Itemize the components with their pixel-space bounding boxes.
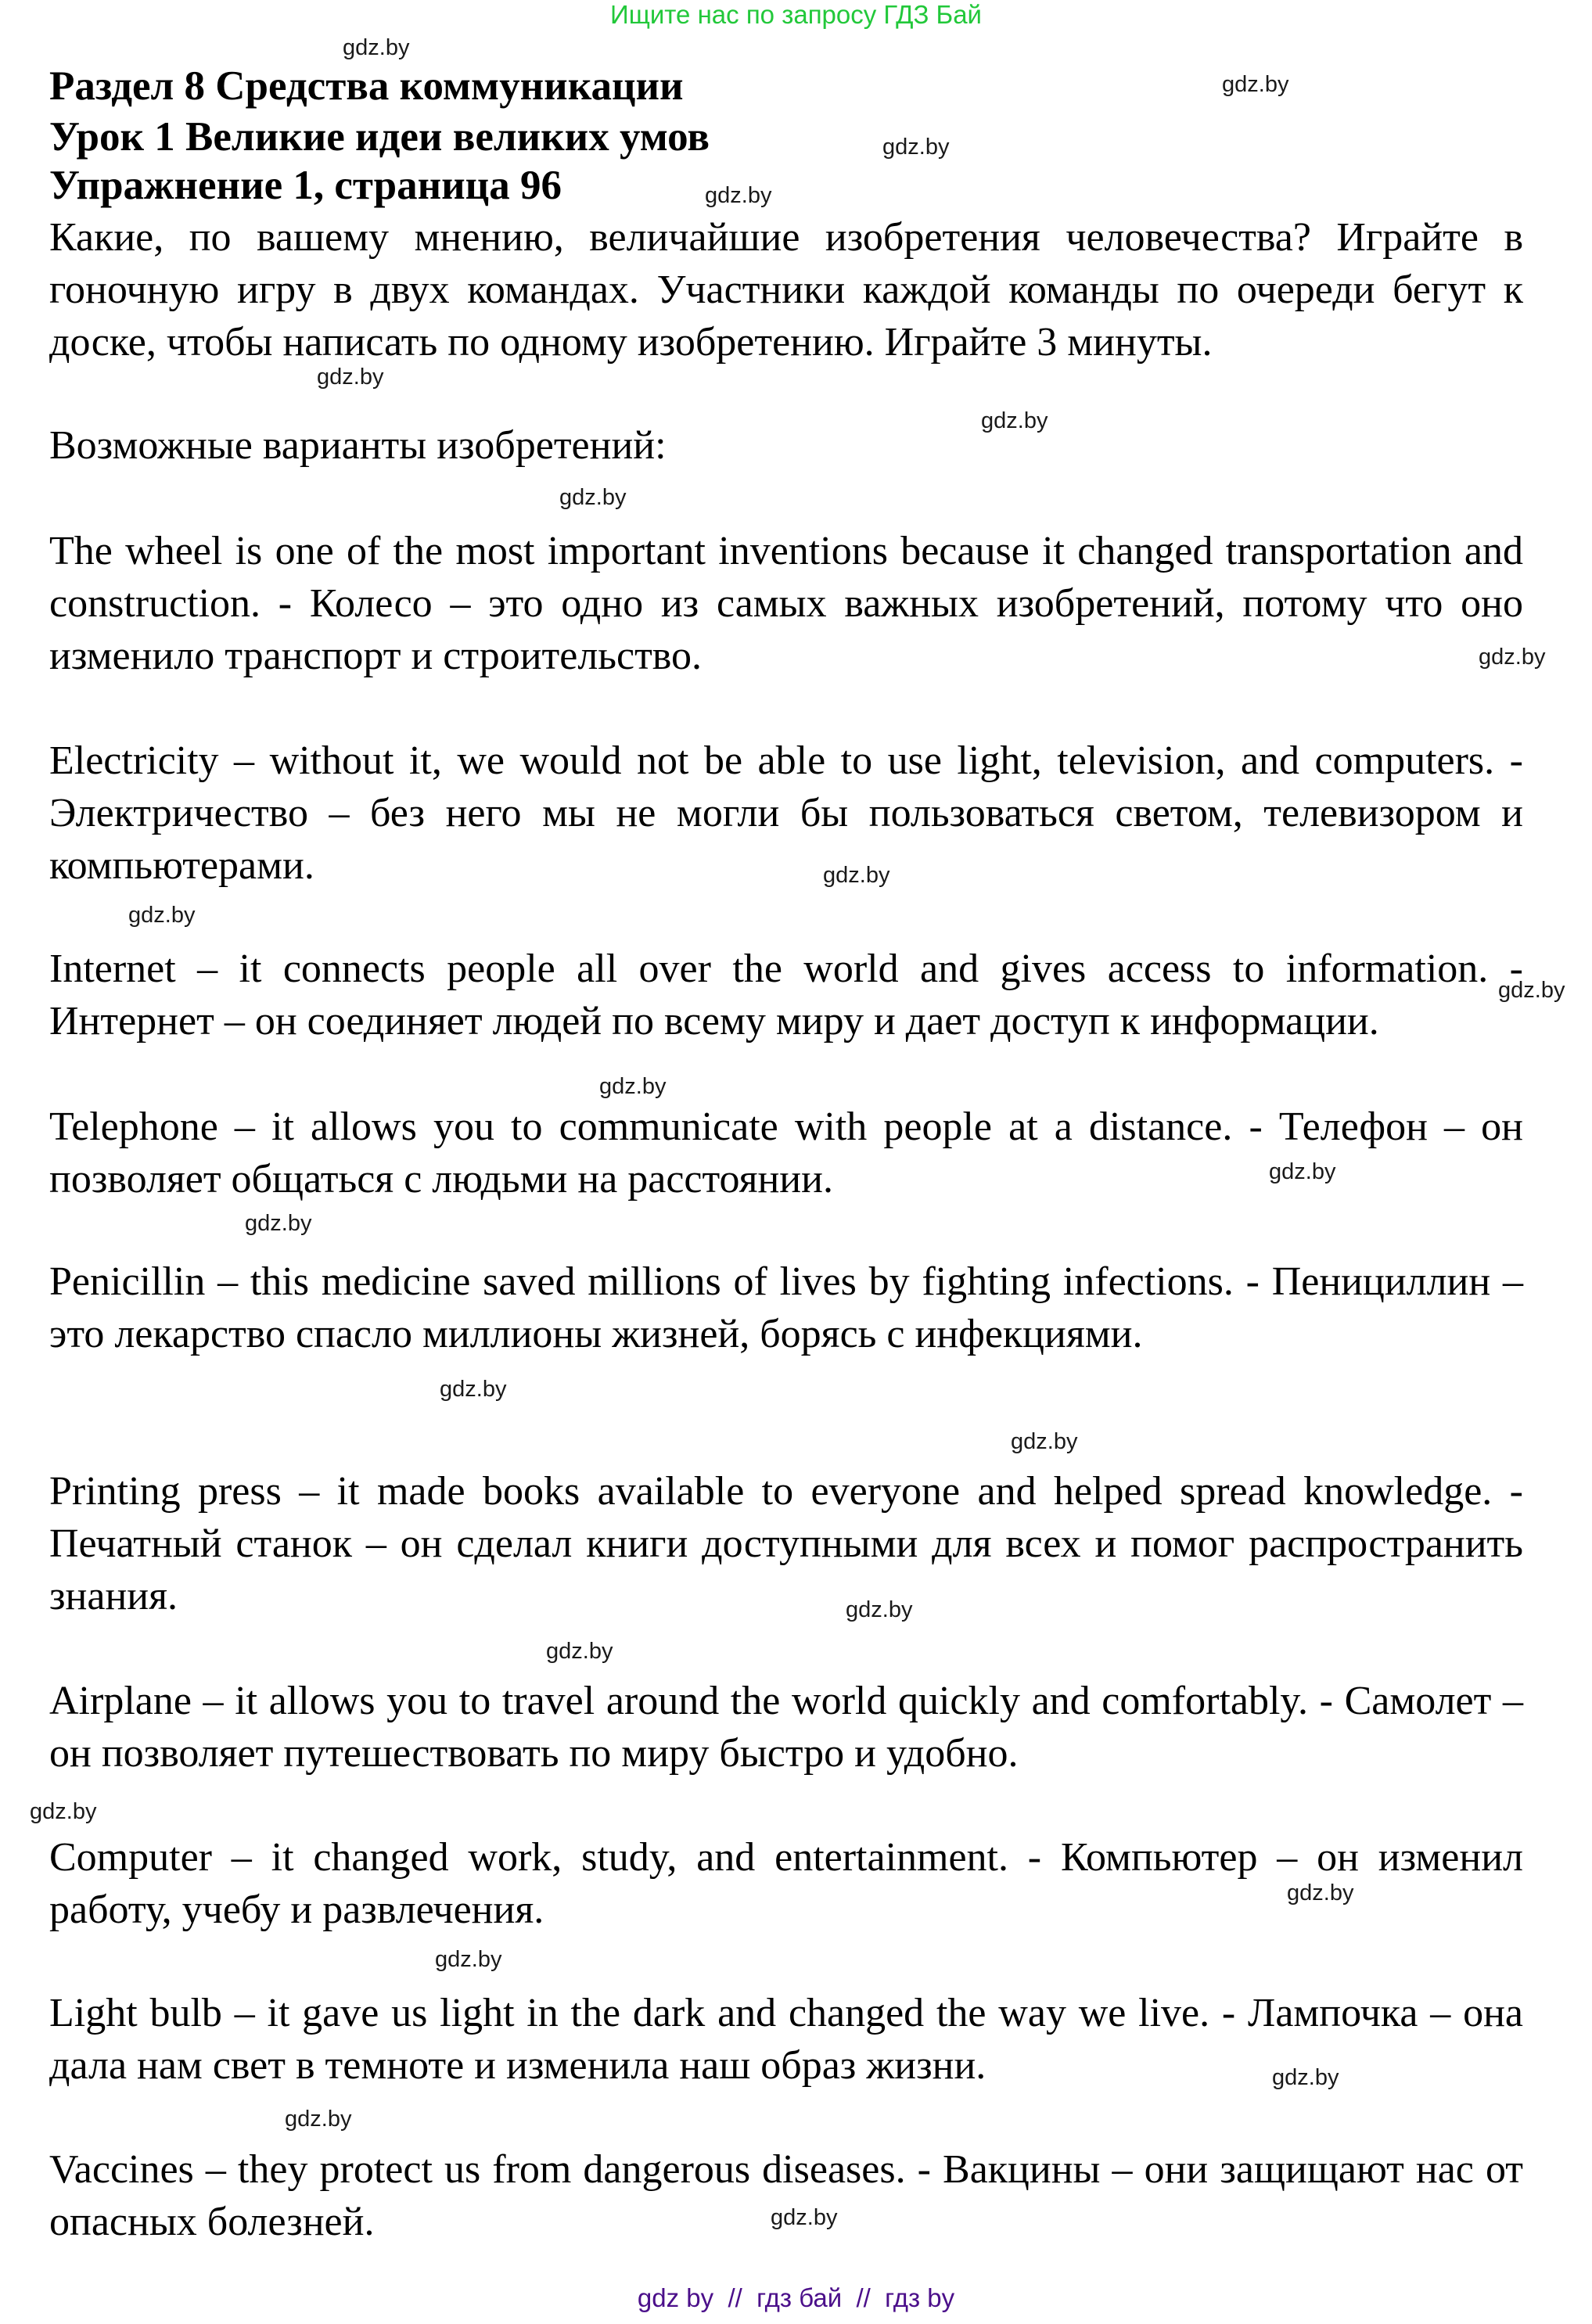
answer-telephone: Telephone – it allows you to communicate with people at a distance. - Телефон – он позволяет общаться с людьми на расстоянии. (49, 1105, 1523, 1202)
exercise-heading: Упражнение 1, страница 96 (49, 163, 562, 208)
watermark: gdz.by (546, 1639, 613, 1664)
watermark: gdz.by (1011, 1429, 1078, 1454)
watermark: gdz.by (1479, 645, 1546, 670)
watermark: gdz.by (823, 863, 890, 888)
answer-vaccines: Vaccines – they protect us from dangerous diseases. - Вакцины – они защищают нас от опасных болезней. (49, 2147, 1523, 2244)
watermark: gdz.by (846, 1597, 913, 1622)
answer-computer: Computer – it changed work, study, and entertainment. - Компьютер – он изменил работу, учебу и развлечения. (49, 1835, 1523, 1932)
variants-label: Возможные варианты изобретений: (49, 423, 667, 468)
answer-printing-press: Printing press – it made books available to everyone and helped spread knowledge. - Печатный станок – он сделал книги доступными для всех и помог распространить знания. (49, 1469, 1523, 1618)
watermark: gdz.by (435, 1947, 502, 1972)
section-heading: Раздел 8 Средства коммуникации (49, 63, 684, 109)
watermark: gdz.by (317, 365, 384, 390)
watermark: gdz.by (128, 903, 196, 928)
watermark: gdz.by (559, 485, 627, 510)
watermark: gdz.by (1269, 1159, 1336, 1184)
footer-site-links[interactable]: gdz by // гдз бай // гдз by (637, 2283, 955, 2312)
answer-airplane: Airplane – it allows you to travel around the world quickly and comfortably. - Самолет – он позволяет путешествовать по миру быстро и удобно. (49, 1679, 1523, 1776)
watermark: gdz.by (1498, 978, 1565, 1003)
answer-light-bulb: Light bulb – it gave us light in the dark and changed the way we live. - Лампочка – она дала нам свет в темноте и изменила наш образ жизни. (49, 1991, 1523, 2088)
task-text: Какие, по вашему мнению, величайшие изобретения человечества? Играйте в гоночную игру в двух командах. Участники каждой команды по очереди бегут к доске, чтобы написать по одному изобретению. Играйте 3 минуты. (49, 215, 1523, 365)
watermark: gdz.by (705, 183, 772, 208)
watermark: gdz.by (981, 408, 1048, 433)
watermark: gdz.by (343, 35, 410, 60)
lesson-heading: Урок 1 Великие идеи великих умов (49, 114, 710, 160)
watermark: gdz.by (1222, 72, 1289, 97)
top-search-banner[interactable]: Ищите нас по запросу ГДЗ Бай (610, 0, 982, 29)
watermark: gdz.by (440, 1377, 507, 1402)
watermark: gdz.by (882, 135, 950, 160)
watermark: gdz.by (1272, 2065, 1339, 2090)
answer-wheel: The wheel is one of the most important inventions because it changed transportation and construction. - Колесо – это одно из самых важных изобретений, потому что оно изменило транспорт и строительство. (49, 529, 1523, 678)
watermark: gdz.by (30, 1799, 97, 1824)
answer-internet: Internet – it connects people all over the world and gives access to information. - Интернет – он соединяет людей по всему миру и дает доступ к информации. (49, 946, 1523, 1043)
watermark: gdz.by (599, 1074, 667, 1099)
answer-penicillin: Penicillin – this medicine saved millions of lives by fighting infections. - Пенициллин – это лекарство спасло миллионы жизней, борясь с инфекциями. (49, 1259, 1523, 1356)
watermark: gdz.by (1287, 1880, 1354, 1906)
watermark: gdz.by (245, 1211, 312, 1236)
answer-electricity: Electricity – without it, we would not be able to use light, television, and computers. - Электричество – без него мы не могли бы пользоваться светом, телевизором и компьютерами. (49, 738, 1523, 888)
watermark: gdz.by (771, 2205, 838, 2230)
watermark: gdz.by (285, 2107, 352, 2132)
